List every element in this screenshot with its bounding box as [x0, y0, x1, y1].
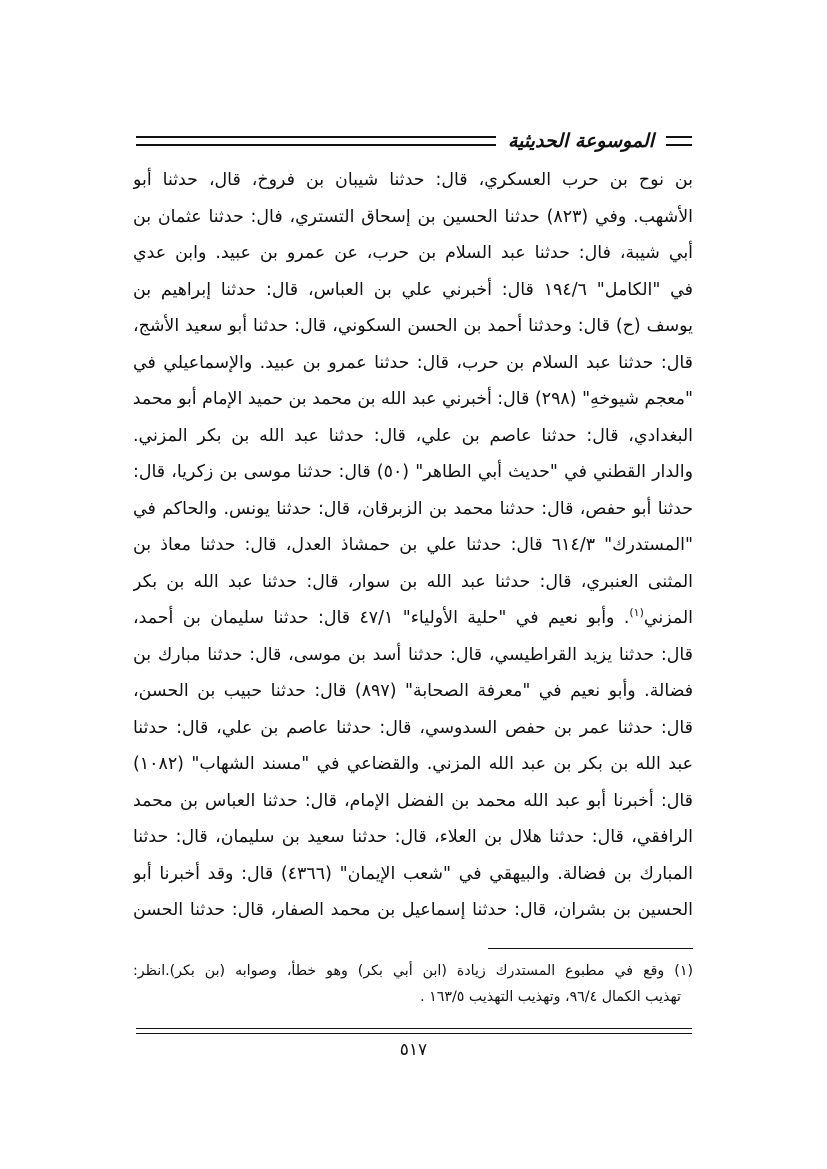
footnotes	[133, 958, 693, 1010]
body-line: فضالة. وأبو نعيم في "معرفة الصحابة" (٨٩٧) قال: حدثنا حبيب بن الحسن،	[133, 681, 693, 701]
body-line: والدار القطني في "حديث أبي الطاهر" (٥٠) قال: حدثنا موسى بن زكريا، قال:	[133, 462, 693, 482]
footnote-separator	[488, 948, 693, 949]
line-text-before: المزني	[643, 608, 693, 628]
body-line: أبي شيبة، فال: حدثنا عبد السلام بن حرب، عن عمرو بن عبيد. وابن عدي	[133, 243, 693, 263]
body-line: "المستدرك" ٦١٤/٣ قال: حدثنا علي بن حمشاذ العدل، قال: حدثنا معاذ بن	[133, 535, 693, 555]
body-line: قال: أخبرنا أبو عبد الله محمد بن الفضل الإمام، قال: حدثنا العباس بن محمد	[133, 790, 693, 811]
body-line: حدثنا أبو حفص، قال: حدثنا محمد بن الزبرقان، قال: حدثنا يونس. والحاكم في	[133, 498, 693, 519]
page-number: ٥١٧	[399, 1040, 428, 1060]
header-rule-right	[666, 136, 692, 146]
body-line: البغدادي، قال: حدثنا عاصم بن علي، قال: حدثنا عبد الله بن بكر المزني.	[133, 425, 693, 446]
body-line: "معجم شيوخهِ" (٢٩٨) قال: أخبرني عبد الله بن محمد بن حميد الإمام أبو محمد	[133, 389, 693, 409]
body-line: الحسين بن بشران، قال: حدثنا إسماعيل بن محمد الصفار، قال: حدثنا الحسن	[133, 900, 693, 920]
body-line: يوسف (ح) قال: وحدثنا أحمد بن الحسن السكوني، قال: حدثنا أبو سعيد الأشج،	[133, 316, 693, 336]
body-line: عبد الله بن بكر بن عبد الله المزني. والقضاعي في "مسند الشهاب" (١٠٨٢)	[133, 754, 693, 774]
running-header	[136, 124, 692, 158]
body-line: في "الكامل" ١٩٤/٦ قال: أخبرني علي بن العباس، قال: حدثنا إبراهيم بن	[133, 279, 693, 300]
body-line: المثنى العنبري، قال: حدثنا عبد الله بن سوار، قال: حدثنا عبد الله بن بكر	[133, 571, 693, 592]
body-line: قال: حدثنا عبد السلام بن حرب، قال: حدثنا عمرو بن عبيد. والإسماعيلي في	[133, 352, 693, 373]
body-line: الرافقي، قال: حدثنا هلال بن العلاء، قال: حدثنا سعيد بن سليمان، قال: حدثنا	[133, 827, 693, 847]
footnote-line: تهذيب الكمال ٩٦/٤، وتهذيب التهذيب ١٦٣/٥ .	[420, 989, 681, 1005]
body-line: الأشهب. وفي (٨٢٣) حدثنا الحسين بن إسحاق التستري، فال: حدثنا عثمان بن	[133, 206, 693, 227]
header-title: الموسوعة الحديثية	[508, 130, 654, 152]
line-text-after: . وأبو نعيم في "حلية الأولياء" ٤٧/١ قال: حدثنا سليمان بن أحمد،	[133, 608, 630, 628]
body-text	[133, 162, 693, 929]
footnote-line: (١) وقع في مطبوع المستدرك زيادة (ابن أبي بكر) وهو خطأ، وصوابه (بن بكر).انظر:	[133, 963, 693, 979]
body-line: قال: حدثنا عمر بن حفص السدوسي، قال: حدثنا عاصم بن علي، قال: حدثنا	[133, 717, 693, 738]
footer-rule	[136, 1028, 692, 1034]
body-line: بن نوح بن حرب العسكري، قال: حدثنا شيبان بن فروخ، قال، حدثنا أبو	[133, 170, 693, 190]
body-line: قال: حدثنا يزيد القراطيسي، قال: حدثنا أسد بن موسى، قال: حدثنا مبارك بن	[133, 644, 693, 665]
body-line: المبارك بن فضالة. والبيهقي في "شعب الإيمان" (٤٣٦٦) قال: وقد أخبرنا أبو	[133, 863, 693, 884]
footnote-marker: (١)	[629, 606, 644, 620]
header-rule-left	[136, 136, 496, 146]
body-line-with-footnote	[133, 600, 693, 637]
